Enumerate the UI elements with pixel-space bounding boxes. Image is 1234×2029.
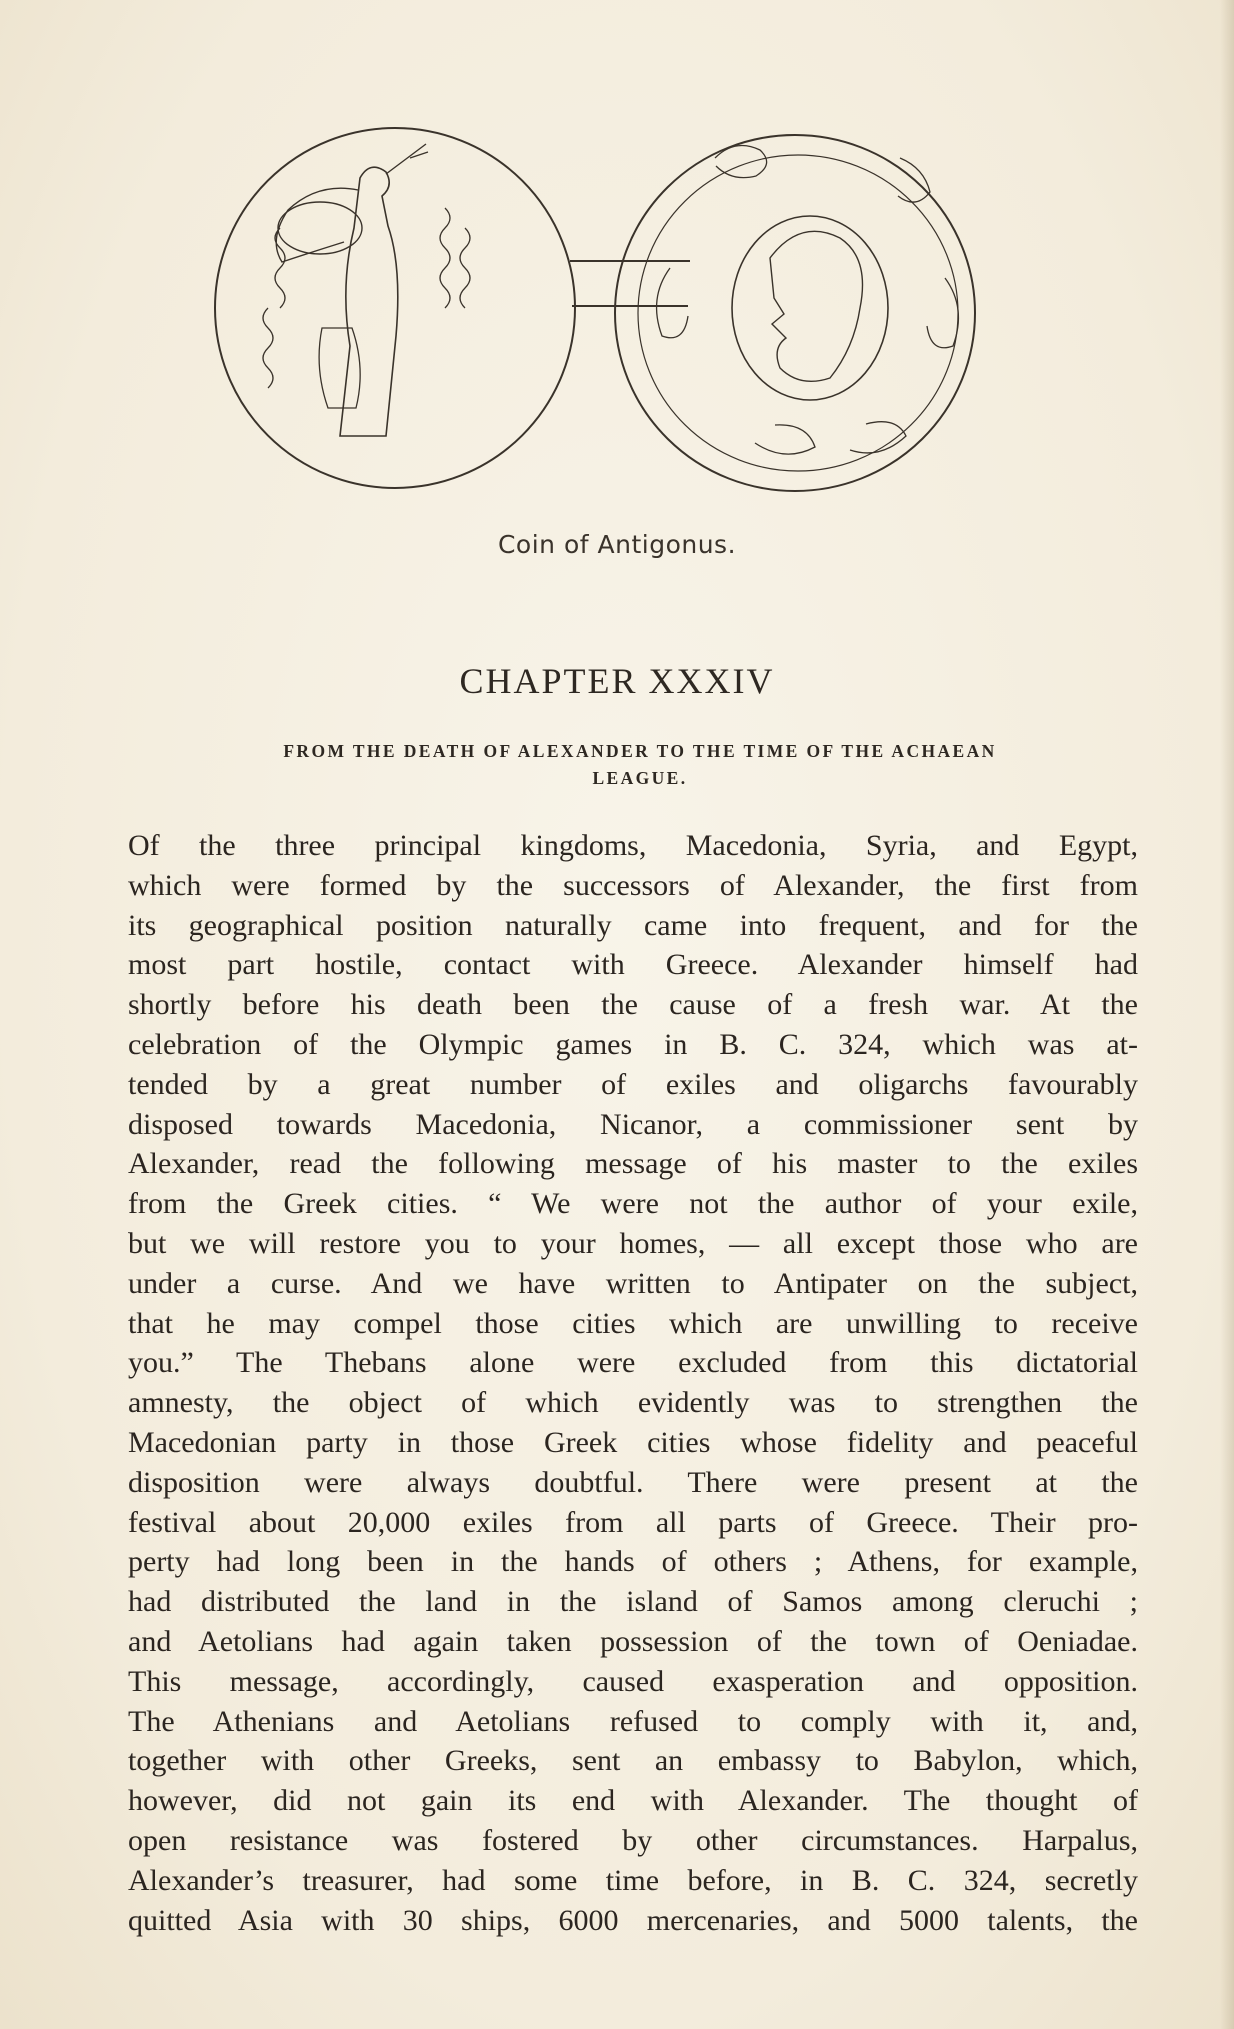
text-line: but we will restore you to your homes, — all except those who are (128, 1226, 1138, 1260)
text-line: open resistance was fostered by other circumstances. Harpalus, (128, 1823, 1138, 1857)
coin-obverse-head (615, 135, 975, 491)
chapter-subtitle-line: FROM THE DEATH OF ALEXANDER TO THE TIME OF THE ACHAEAN (283, 741, 997, 761)
text-line: disposed towards Macedonia, Nicanor, a commissioner sent by (128, 1107, 1138, 1141)
text-line: its geographical position naturally came into frequent, and for the (128, 908, 1138, 942)
chapter-subtitle-line: LEAGUE. (592, 768, 688, 788)
page-edge-shadow (1220, 0, 1234, 2029)
text-line: Of the three principal kingdoms, Macedonia, Syria, and Egypt, (128, 829, 1138, 862)
text-line: that he may compel those cities which are unwilling to receive (128, 1306, 1138, 1340)
body-paragraph (128, 826, 1138, 1940)
text-line: disposition were always doubtful. There were present at the (128, 1465, 1138, 1499)
chapter-heading: CHAPTER XXXIV (459, 661, 775, 701)
text-line: Alexander’s treasurer, had some time before, in B. C. 324, secretly (128, 1863, 1138, 1897)
coin-illustration (210, 118, 1040, 498)
text-line: shortly before his death been the cause of a fresh war. At the (128, 988, 1138, 1022)
text-line: quitted Asia with 30 ships, 6000 mercenaries, and 5000 talents, the (128, 1903, 1138, 1937)
text-line: had distributed the land in the island of Samos among cleruchi ; (128, 1585, 1138, 1619)
text-line: and Aetolians had again taken possession of the town of Oeniadae. (128, 1624, 1138, 1658)
text-line: Alexander, read the following message of his master to the exiles (128, 1147, 1138, 1181)
text-line: however, did not gain its end with Alexander. The thought of (128, 1784, 1138, 1818)
text-line: from the Greek cities. “ We were not the author of your exile, (128, 1187, 1138, 1221)
text-line: together with other Greeks, sent an embassy to Babylon, which, (128, 1744, 1138, 1778)
text-line: which were formed by the successors of Alexander, the first from (128, 868, 1138, 902)
text-line: perty had long been in the hands of others ; Athens, for example, (128, 1545, 1138, 1579)
text-line: festival about 20,000 exiles from all parts of Greece. Their pro- (128, 1505, 1138, 1539)
text-line: Macedonian party in those Greek cities whose fidelity and peaceful (128, 1425, 1138, 1459)
text-line: most part hostile, contact with Greece. Alexander himself had (128, 948, 1138, 982)
text-line: you.” The Thebans alone were excluded from this dictatorial (128, 1346, 1138, 1380)
coin-reverse-athena (215, 128, 575, 488)
text-line: celebration of the Olympic games in B. C. 324, which was at- (128, 1027, 1138, 1061)
text-line: The Athenians and Aetolians refused to comply with it, and, (128, 1704, 1138, 1738)
text-line: This message, accordingly, caused exasperation and opposition. (128, 1664, 1138, 1698)
text-line: tended by a great number of exiles and oligarchs favourably (128, 1067, 1138, 1101)
chapter-subtitle (160, 738, 1120, 792)
text-line: amnesty, the object of which evidently was to strengthen the (128, 1386, 1138, 1420)
figure-caption: Coin of Antigonus. (497, 530, 737, 559)
text-line: under a curse. And we have written to Antipater on the subject, (128, 1266, 1138, 1300)
